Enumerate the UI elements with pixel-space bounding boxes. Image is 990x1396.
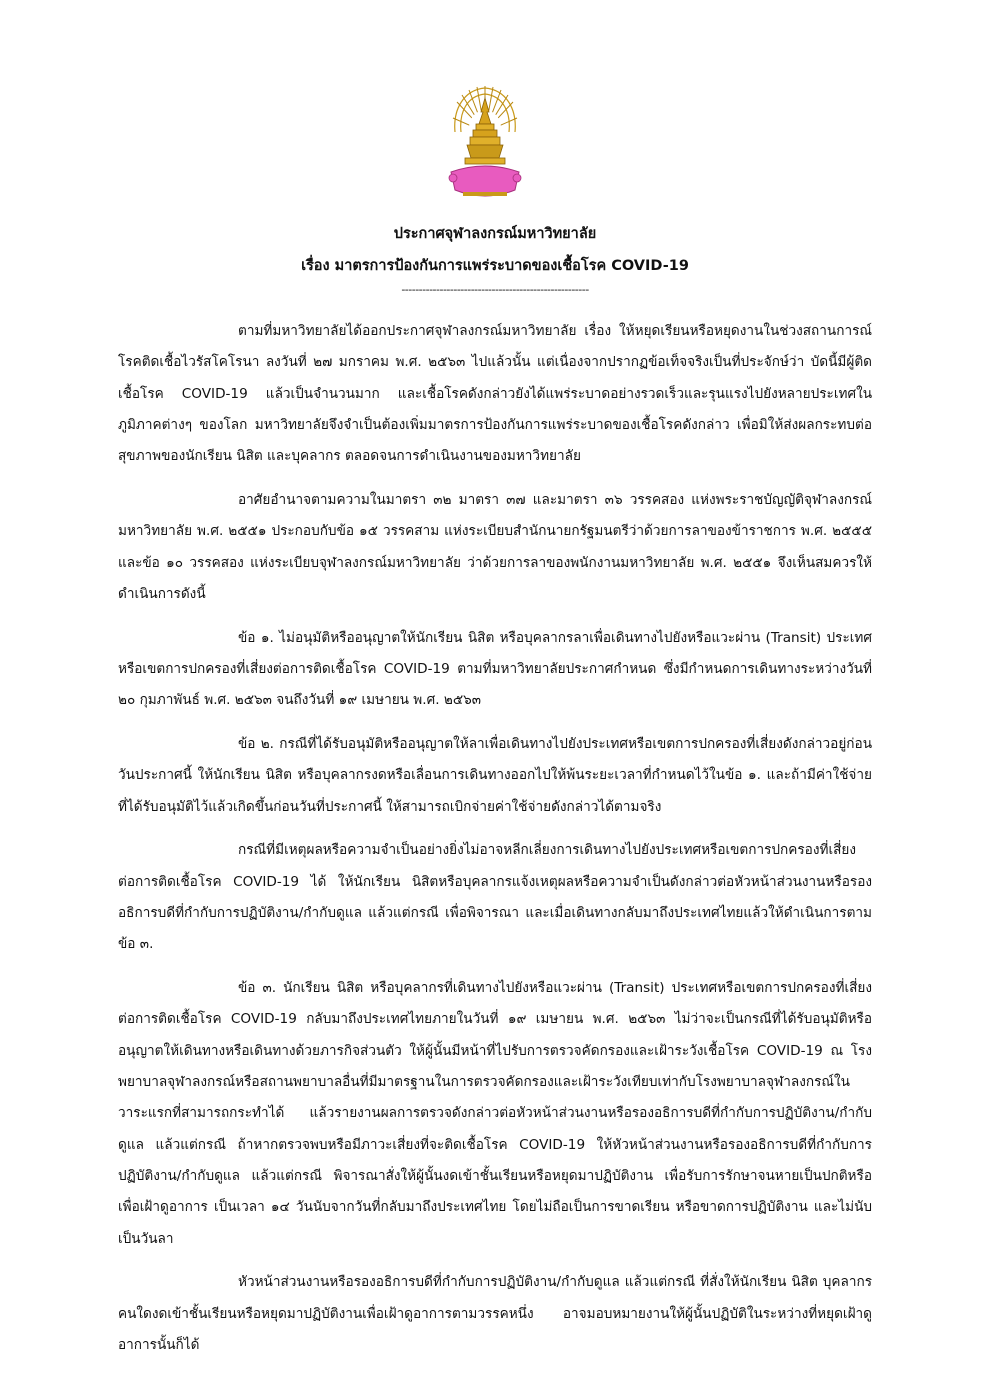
paragraph-clause-1: ข้อ ๑. ไม่อนุมัติหรืออนุญาตให้นักเรียน นิสิต หรือบุคลากรลาเพื่อเดินทางไปยังหรือแวะผ่าน (Transit) ประเทศหรือเขตการปกครองที่เสี่ยงต่อการติดเชื้อโรค COVID-19 ตามที่มหาวิทยาลัยประกาศกำหนด ซึ่งมีกำหนดการเดินทางระหว่างวันที่ ๒๐ กุมภาพันธ์ พ.ศ. ๒๕๖๓ จนถึงวันที่ ๑๙ เมษายน พ.ศ. ๒๕๖๓ [118,629,872,709]
title-divider: ------------------------------------------------------ [401,283,589,296]
paragraph-clause-2: ข้อ ๒. กรณีที่ได้รับอนุมัติหรืออนุญาตให้ลาเพื่อเดินทางไปยังประเทศหรือเขตการปกครองที่เสี่ยงดังกล่าวอยู่ก่อนวันประกาศนี้ ให้นักเรียน นิสิต หรือบุคลากรงดหรือเลื่อนการเดินทางออกไปให้พ้นระยะเวลาที่กำหนดไว้ในข้อ ๑. และถ้ามีค่าใช้จ่ายที่ได้รับอนุมัติไว้แล้วเกิดขึ้นก่อนวันที่ประกาศนี้ ให้สามารถเบิกจ่ายค่าใช้จ่ายดังกล่าวได้ตามจริง [118,736,872,815]
paragraph-clause-3: ข้อ ๓. นักเรียน นิสิต หรือบุคลากรที่เดินทางไปยังหรือแวะผ่าน (Transit) ประเทศหรือเขตการปกครองที่เสี่ยงต่อการติดเชื้อโรค COVID-19 กลับมาถึงประเทศไทยภายในวันที่ ๑๙ เมษายน พ.ศ. ๒๕๖๓ ไม่ว่าจะเป็นกรณีที่ได้รับอนุมัติหรืออนุญาตให้เดินทางหรือเดินทางด้วยภารกิจส่วนตัว ให้ผู้นั้นมีหน้าที่ไปรับการตรวจคัดกรองและเฝ้าระวังเชื้อโรค COVID-19 ณ โรงพยาบาลจุฬาลงกรณ์หรือสถานพยาบาลอื่นที่มีมาตรฐานในการตรวจคัดกรองและเฝ้าระวังเทียบเท่ากับโรงพยาบาลจุฬาลงกรณ์ในวาระแรกที่สามารถกระทำได้ แล้วรายงานผลการตรวจดังกล่าวต่อหัวหน้าส่วนงานหรือรองอธิการบดีที่กำกับการปฏิบัติงาน/กำกับดูแล แล้วแต่กรณี ถ้าหากตรวจพบหรือมีภาวะเสี่ยงที่จะติดเชื้อโรค COVID-19 ให้หัวหน้าส่วนงานหรือรองอธิการบดีที่กำกับการปฏิบัติงาน/กำกับดูแล แล้วแต่กรณี พิจารณาสั่งให้ผู้นั้นงดเข้าชั้นเรียนหรือหยุดมาปฏิบัติงาน เพื่อรับการรักษาจนหายเป็นปกติหรือเพื่อเฝ้าดูอาการ เป็นเวลา ๑๔ วันนับจากวันที่กลับมาถึงประเทศไทย โดยไม่ถือเป็นการขาดเรียน หรือขาดการปฏิบัติงาน และไม่นับเป็นวันลา [118,980,872,1247]
announcement-title: ประกาศจุฬาลงกรณ์มหาวิทยาลัย [393,226,597,242]
paragraph-clause-2-exception: กรณีที่มีเหตุผลหรือความจำเป็นอย่างยิ่งไม่อาจหลีกเลี่ยงการเดินทางไปยังประเทศหรือเขตการปกครองที่เสี่ยงต่อการติดเชื้อโรค COVID-19 ได้ ให้นักเรียน นิสิตหรือบุคลากรแจ้งเหตุผลหรือความจำเป็นดังกล่าวต่อหัวหน้าส่วนงานหรือรองอธิการบดีที่กำกับการปฏิบัติงาน/กำกับดูแล แล้วแต่กรณี เพื่อพิจารณา และเมื่อเดินทางกลับมาถึงประเทศไทยแล้วให้ดำเนินการตามข้อ ๓. [118,842,872,953]
chula-emblem-icon [445,80,525,210]
paragraph-clause-3-assignment: หัวหน้าส่วนงานหรือรองอธิการบดีที่กำกับการปฏิบัติงาน/กำกับดูแล แล้วแต่กรณี ที่สั่งให้นักเรียน นิสิต บุคลากรคนใดงดเข้าชั้นเรียนหรือหยุดมาปฏิบัติงานเพื่อเฝ้าดูอาการตามวรรคหนึ่ง อาจมอบหมายงานให้ผู้นั้นปฏิบัติในระหว่างที่หยุดเฝ้าดูอาการนั้นก็ได้ [118,1274,872,1353]
paragraph-authority: อาศัยอำนาจตามความในมาตรา ๓๒ มาตรา ๓๗ และมาตรา ๓๖ วรรคสอง แห่งพระราชบัญญัติจุฬาลงกรณ์มหาวิทยาลัย พ.ศ. ๒๕๕๑ ประกอบกับข้อ ๑๕ วรรคสาม แห่งระเบียบสำนักนายกรัฐมนตรีว่าด้วยการลาของข้าราชการ พ.ศ. ๒๕๕๕ และข้อ ๑๐ วรรคสอง แห่งระเบียบจุฬาลงกรณ์มหาวิทยาลัย ว่าด้วยการลาของพนักงานมหาวิทยาลัย พ.ศ. ๒๕๕๑ จึงเห็นสมควรให้ดำเนินการดังนี้ [118,491,872,602]
announcement-subject: เรื่อง มาตรการป้องกันการแพร่ระบาดของเชื้อโรค COVID-19 [301,258,689,274]
announcement-body [118,316,872,1374]
paragraph-preamble: ตามที่มหาวิทยาลัยได้ออกประกาศจุฬาลงกรณ์มหาวิทยาลัย เรื่อง ให้หยุดเรียนหรือหยุดงานในช่วงสถานการณ์โรคติดเชื้อไวรัสโคโรนา ลงวันที่ ๒๗ มกราคม พ.ศ. ๒๕๖๓ ไปแล้วนั้น แต่เนื่องจากปรากฏข้อเท็จจริงเป็นที่ประจักษ์ว่า บัดนี้มีผู้ติดเชื้อโรค COVID-19 แล้วเป็นจำนวนมาก และเชื้อโรคดังกล่าวยังได้แพร่ระบาดอย่างรวดเร็วและรุนแรงไปยังหลายประเทศในภูมิภาคต่างๆ ของโลก มหาวิทยาลัยจึงจำเป็นต้องเพิ่มมาตรการป้องกันการแพร่ระบาดของเชื้อโรคดังกล่าว เพื่อมิให้ส่งผลกระทบต่อสุขภาพของนักเรียน นิสิต และบุคลากร ตลอดจนการดำเนินงานของมหาวิทยาลัย [118,323,872,465]
